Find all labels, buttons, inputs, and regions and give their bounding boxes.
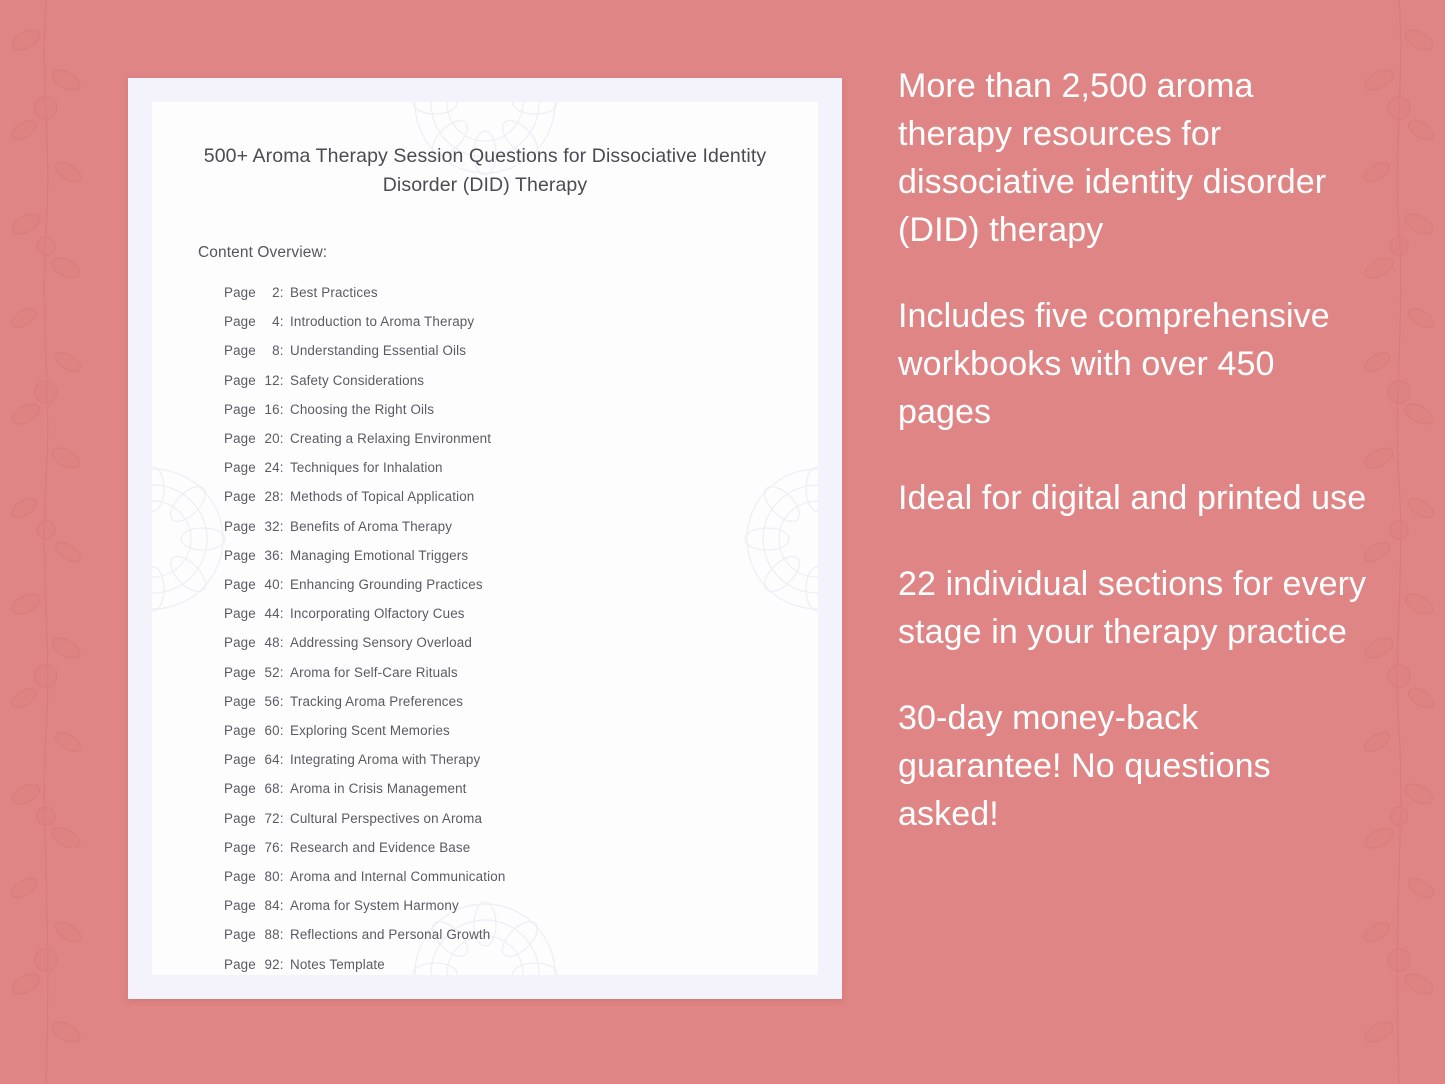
document-content <box>152 102 818 975</box>
toc-page-number: Page 60: <box>224 716 286 745</box>
toc-page-value: 40 <box>264 577 280 593</box>
toc-section-title: Aroma for Self-Care Rituals <box>290 664 458 680</box>
toc-row <box>224 541 772 570</box>
toc-page-number: Page 80: <box>224 862 286 891</box>
toc-section-title: Tracking Aroma Preferences <box>290 693 464 709</box>
toc-page-number: Page 92: <box>224 950 286 975</box>
toc-page-number: Page 84: <box>224 891 286 920</box>
toc-section-title: Aroma and Internal Communication <box>290 869 506 885</box>
toc-row <box>224 950 772 975</box>
toc-page-number: Page 8: <box>224 336 286 365</box>
marketing-bullet: More than 2,500 aroma therapy resources for dissociative identity disorder (DID) therapy <box>898 67 1327 249</box>
toc-page-value: 24 <box>264 460 280 476</box>
toc-page-label: Page <box>224 343 256 359</box>
document-preview-card <box>128 78 842 999</box>
toc-page-label: Page <box>224 927 256 943</box>
toc-page-label: Page <box>224 956 256 972</box>
toc-row <box>224 745 772 774</box>
toc-page-value: 16 <box>264 401 280 417</box>
toc-page-value: 28 <box>264 489 280 505</box>
toc-row <box>224 307 772 336</box>
toc-row <box>224 424 772 453</box>
toc-section-title: Aroma for System Harmony <box>290 898 459 914</box>
toc-page-number: Page 56: <box>224 687 286 716</box>
toc-page-label: Page <box>224 285 256 300</box>
toc-page-number: Page 16: <box>224 395 286 424</box>
toc-page-number: Page 88: <box>224 920 286 949</box>
toc-row <box>224 482 772 511</box>
toc-section-title: Managing Emotional Triggers <box>290 547 469 563</box>
toc-page-value: 64 <box>264 752 280 768</box>
toc-page-number: Page 64: <box>224 745 286 774</box>
floral-border-left <box>0 0 92 1084</box>
toc-section-title: Choosing the Right Oils <box>290 401 435 417</box>
toc-page-value: 36 <box>264 547 280 563</box>
toc-section-title: Cultural Perspectives on Aroma <box>290 810 483 826</box>
toc-page-label: Page <box>224 810 256 826</box>
toc-row <box>224 278 772 307</box>
toc-page-value: 84 <box>264 898 280 914</box>
toc-row <box>224 658 772 687</box>
toc-page-label: Page <box>224 869 256 885</box>
toc-page-number: Page 4: <box>224 307 286 336</box>
toc-page-value: 76 <box>264 839 280 855</box>
toc-page-number: Page 40: <box>224 570 286 599</box>
toc-row <box>224 366 772 395</box>
toc-page-number: Page 24: <box>224 453 286 482</box>
toc-page-value: 4 <box>272 314 280 330</box>
toc-page-number: Page 36: <box>224 541 286 570</box>
toc-row <box>224 774 772 803</box>
toc-section-title: Benefits of Aroma Therapy <box>290 518 453 534</box>
toc-page-value: 68 <box>264 781 280 797</box>
table-of-contents <box>198 278 772 975</box>
toc-page-value: 88 <box>264 927 280 943</box>
toc-section-title: Best Practices <box>290 285 378 300</box>
toc-section-title: Integrating Aroma with Therapy <box>290 752 481 768</box>
toc-page-value: 80 <box>264 869 280 885</box>
marketing-bullet: 30-day money-back guarantee! No questions asked! <box>898 699 1271 833</box>
marketing-bullet: Includes five comprehensive workbooks with over 450 pages <box>898 297 1330 431</box>
toc-page-label: Page <box>224 839 256 855</box>
toc-page-number: Page 2: <box>224 278 286 307</box>
toc-section-title: Addressing Sensory Overload <box>290 635 472 651</box>
toc-section-title: Exploring Scent Memories <box>290 723 450 739</box>
toc-page-label: Page <box>224 372 256 388</box>
toc-section-title: Enhancing Grounding Practices <box>290 577 483 593</box>
toc-page-value: 20 <box>264 431 280 447</box>
toc-page-value: 52 <box>264 664 280 680</box>
toc-row <box>224 833 772 862</box>
toc-section-title: Reflections and Personal Growth <box>290 927 491 943</box>
toc-page-number: Page 48: <box>224 628 286 657</box>
toc-page-label: Page <box>224 547 256 563</box>
toc-page-label: Page <box>224 518 256 534</box>
toc-row <box>224 570 772 599</box>
marketing-bullet: 22 individual sections for every stage in your therapy practice <box>898 565 1367 651</box>
toc-row <box>224 628 772 657</box>
toc-row <box>224 920 772 949</box>
toc-section-title: Techniques for Inhalation <box>290 460 443 476</box>
toc-page-label: Page <box>224 664 256 680</box>
toc-section-title: Incorporating Olfactory Cues <box>290 606 465 622</box>
toc-page-number: Page 32: <box>224 512 286 541</box>
toc-section-title: Aroma in Crisis Management <box>290 781 467 797</box>
toc-page-label: Page <box>224 752 256 768</box>
toc-page-label: Page <box>224 898 256 914</box>
toc-page-value: 2 <box>272 285 280 300</box>
toc-page-value: 92 <box>264 956 280 972</box>
toc-page-label: Page <box>224 431 256 447</box>
toc-row <box>224 891 772 920</box>
toc-section-title: Introduction to Aroma Therapy <box>290 314 475 330</box>
toc-page-number: Page 68: <box>224 774 286 803</box>
content-overview-label: Content Overview: <box>198 244 328 261</box>
toc-page-value: 60 <box>264 723 280 739</box>
toc-page-value: 32 <box>264 518 280 534</box>
toc-row <box>224 395 772 424</box>
toc-page-value: 56 <box>264 693 280 709</box>
toc-section-title: Creating a Relaxing Environment <box>290 431 492 447</box>
toc-page-label: Page <box>224 723 256 739</box>
toc-section-title: Understanding Essential Oils <box>290 343 467 359</box>
toc-page-number: Page 28: <box>224 482 286 511</box>
marketing-bullet-list <box>898 62 1368 838</box>
toc-section-title: Methods of Topical Application <box>290 489 475 505</box>
toc-page-number: Page 76: <box>224 833 286 862</box>
toc-page-label: Page <box>224 606 256 622</box>
toc-row <box>224 453 772 482</box>
toc-page-number: Page 20: <box>224 424 286 453</box>
toc-section-title: Notes Template <box>290 956 385 972</box>
toc-page-label: Page <box>224 460 256 476</box>
toc-page-number: Page 44: <box>224 599 286 628</box>
marketing-bullet: Ideal for digital and printed use <box>898 479 1367 517</box>
toc-row <box>224 336 772 365</box>
toc-page-label: Page <box>224 693 256 709</box>
toc-page-number: Page 52: <box>224 658 286 687</box>
toc-row <box>224 599 772 628</box>
toc-page-number: Page 72: <box>224 804 286 833</box>
toc-row <box>224 512 772 541</box>
toc-row <box>224 862 772 891</box>
toc-page-label: Page <box>224 489 256 505</box>
document-page <box>152 102 818 975</box>
toc-row <box>224 804 772 833</box>
toc-section-title: Research and Evidence Base <box>290 839 471 855</box>
toc-row <box>224 687 772 716</box>
toc-page-value: 44 <box>264 606 280 622</box>
toc-section-title: Safety Considerations <box>290 372 425 388</box>
toc-page-label: Page <box>224 781 256 797</box>
toc-page-value: 48 <box>264 635 280 651</box>
document-title: 500+ Aroma Therapy Session Questions for Dissociative Identity Disorder (DID) Therapy <box>203 145 767 196</box>
toc-row <box>224 716 772 745</box>
toc-page-label: Page <box>224 635 256 651</box>
toc-page-label: Page <box>224 577 256 593</box>
toc-page-value: 12 <box>264 372 280 388</box>
toc-page-value: 72 <box>264 810 280 826</box>
toc-page-value: 8 <box>272 343 280 359</box>
toc-page-number: Page 12: <box>224 366 286 395</box>
toc-page-label: Page <box>224 314 256 330</box>
toc-page-label: Page <box>224 401 256 417</box>
